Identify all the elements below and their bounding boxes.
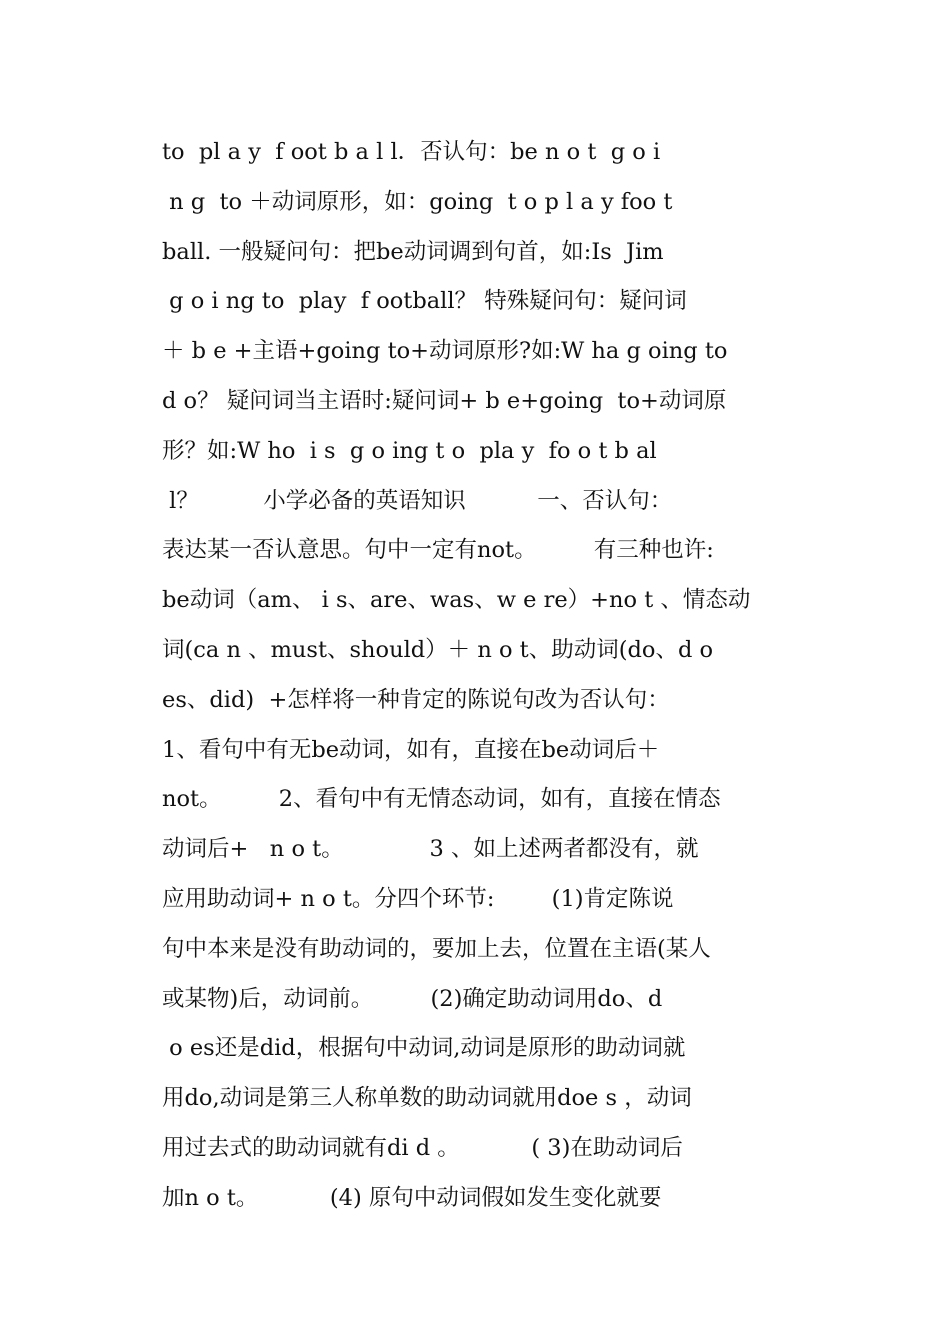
text-line: g o i ng to play f ootball？ 特殊疑问句：疑问词 [162,288,687,315]
text-line: 动词后+ n o t。 3 、如上述两者都没有，就 [162,836,699,863]
text-line: 用do,动词是第三人称单数的助动词就用doe s ，动词 [162,1085,692,1112]
text-line: 或某物)后，动词前。 (2)确定助动词用do、d [162,985,663,1012]
text-line: ＋ b e +主语+going to+动词原形?如:W ha g oing to [162,338,728,365]
text-line: 应用助动词+ n o t。分四个环节: (1)肯定陈说 [162,885,674,912]
text-line: 1、看句中有无be动词，如有，直接在be动词后＋ [162,736,660,763]
text-line: es、did) +怎样将一种肯定的陈说句改为否认句： [162,686,670,713]
text-line: ball. 一般疑问句：把be动词调到句首，如:Is Jim [162,238,664,265]
body-text [162,128,792,1224]
text-line: 加n o t。 (4) 原句中动词假如发生变化就要 [162,1184,662,1211]
text-line: l？ 小学必备的英语知识 一、否认句： [162,487,673,514]
text-line: 词(ca n 、must、should）＋ n o t、助动词(do、d o [162,636,714,663]
text-line: 形？如:W ho i s g o ing t o pla y fo o t b al [162,437,657,464]
text-line: n g to ＋动词原形，如：going t o p l a y foo t [162,188,673,215]
text-line: o es还是did，根据句中动词,动词是原形的助动词就 [162,1035,686,1062]
text-line: 表达某一否认意思。句中一定有not。 有三种也许: [162,537,714,564]
text-line: 用过去式的助动词就有di d 。 ( 3)在助动词后 [162,1134,683,1161]
text-line: d o？ 疑问词当主语时:疑问词+ b e+going to+动词原 [162,387,727,414]
text-line: be动词（am、 i s、are、was、w e re）+no t 、情态动 [162,587,751,614]
text-line: 句中本来是没有助动词的，要加上去，位置在主语(某人 [162,935,711,962]
text-line: to pl a y f oot b a l l．否认句：be n o t g o i [162,139,661,165]
text-line: not。 2、看句中有无情态动词，如有，直接在情态 [162,786,721,813]
